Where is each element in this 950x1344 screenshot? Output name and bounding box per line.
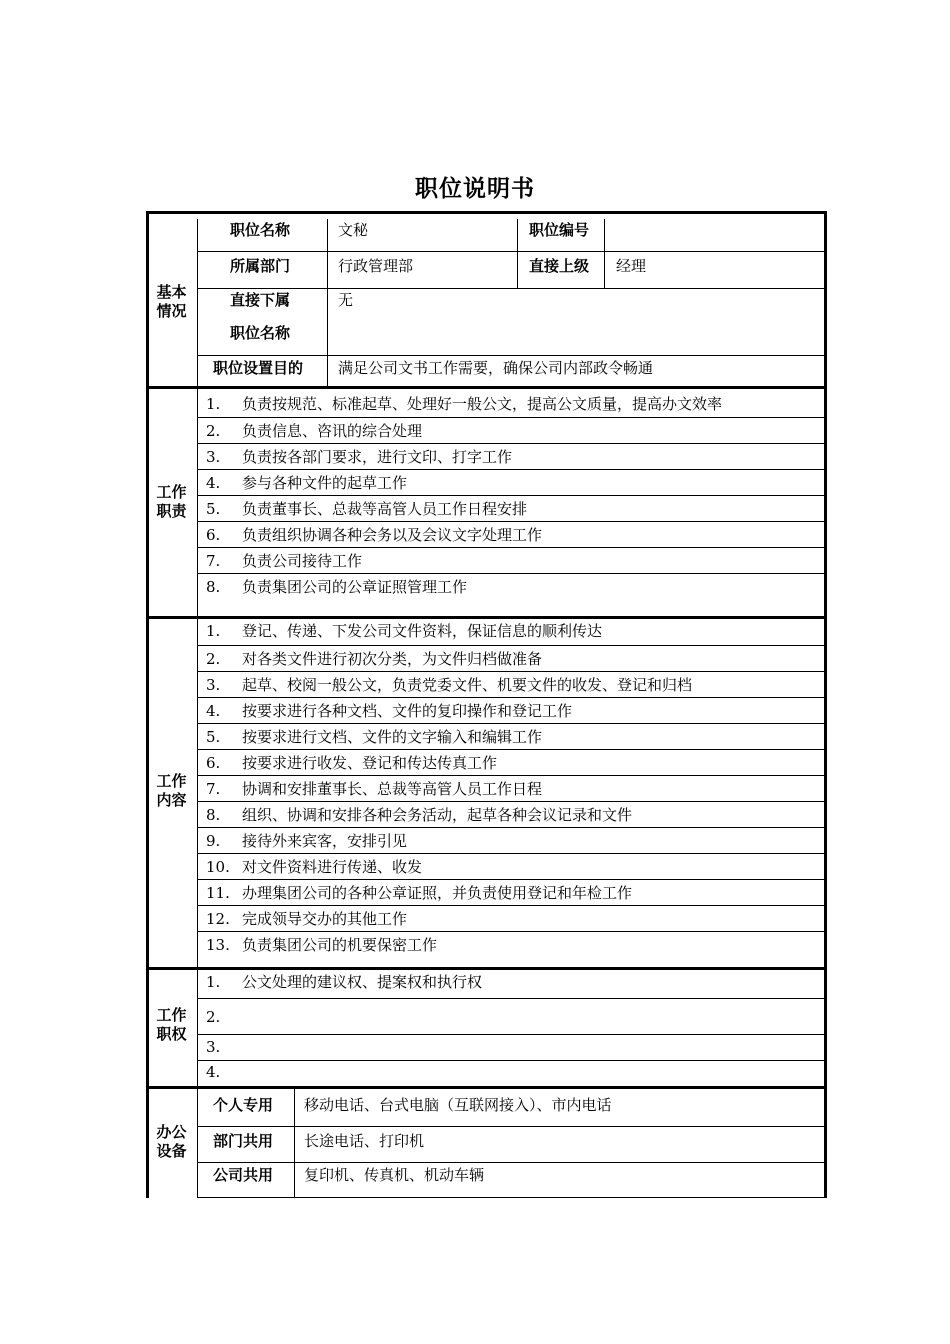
duty-line [197,521,824,522]
content-num: 1. [206,622,221,640]
content-text: 对各类文件进行初次分类，为文件归档做准备 [242,650,543,668]
duty-line [197,443,824,444]
content-item [206,754,497,772]
subordinate-label-line1: 直接下属 [230,291,291,309]
content-item [206,910,407,928]
content-line [197,801,824,802]
duty-line [197,573,824,574]
content-item [206,622,602,640]
content-line [197,853,824,854]
content-item [206,884,632,902]
content-text: 登记、传递、下发公司文件资料，保证信息的顺利传达 [242,622,603,640]
content-item [206,936,437,954]
section-duties-label-line1: 工作 [156,483,187,501]
duty-num: 8. [206,578,221,596]
basic-row-line-2 [197,288,824,289]
duty-item [206,422,422,440]
section-basic-label-line1: 基本 [156,283,187,301]
equipment-label-personal: 个人专用 [213,1096,274,1114]
duty-item [206,448,512,466]
department-value: 行政管理部 [338,257,414,275]
basic-col-divider-3 [604,219,605,289]
duty-text: 负责按规范、标准起草、处理好一般公文，提高公文质量，提高办文效率 [242,395,723,413]
authority-item [206,1063,242,1081]
content-line [197,931,824,932]
duty-item [206,474,407,492]
table-bottom-line [197,1197,824,1198]
section-divider-authority [146,1086,827,1089]
duty-text: 负责信息、咨讯的综合处理 [242,422,423,440]
section-content-label-line2: 内容 [156,791,187,809]
content-line [197,697,824,698]
content-text: 对文件资料进行传递、收发 [242,858,423,876]
section-divider-basic [146,386,827,389]
duty-num: 4. [206,474,221,492]
basic-row-line-1 [197,251,824,252]
content-item [206,806,632,824]
content-text: 按要求进行各种文档、文件的复印操作和登记工作 [242,702,573,720]
subordinate-value: 无 [338,291,354,309]
content-text: 办理集团公司的各种公章证照，并负责使用登记和年检工作 [242,884,633,902]
section-duties-label [146,483,197,521]
duty-num: 3. [206,448,221,466]
content-item [206,832,407,850]
section-basic-label [146,283,197,321]
duty-line [197,417,824,418]
authority-item [206,1038,242,1056]
equipment-value-personal: 移动电话、台式电脑（互联网接入）、市内电话 [304,1096,612,1114]
duty-text: 负责按各部门要求，进行文印、打字工作 [242,448,513,466]
department-label: 所属部门 [230,257,291,275]
section-equipment-label-line1: 办公 [156,1123,187,1141]
content-text: 按要求进行文档、文件的文字输入和编辑工作 [242,728,543,746]
duty-num: 7. [206,552,221,570]
duty-text: 参与各种文件的起草工作 [242,474,408,492]
section-content-label-line1: 工作 [156,772,187,790]
content-item [206,676,692,694]
authority-line [197,1034,824,1035]
content-num: 7. [206,780,221,798]
content-num: 12. [206,910,230,928]
authority-num: 1. [206,973,221,991]
purpose-value: 满足公司文书工作需要，确保公司内部政令畅通 [338,359,654,377]
content-line [197,671,824,672]
content-item [206,728,542,746]
duty-item [206,578,467,596]
authority-num: 4. [206,1063,221,1081]
section-divider-duties [146,616,827,619]
section-authority-label-line1: 工作 [156,1006,187,1024]
content-line [197,749,824,750]
content-line [197,879,824,880]
equipment-label-company: 公司共用 [213,1166,274,1184]
table-top-border [146,211,827,214]
duty-line [197,495,824,496]
position-name-label: 职位名称 [230,221,291,239]
equipment-value-department: 长途电话、打印机 [304,1132,425,1150]
content-num: 8. [206,806,221,824]
duty-text: 负责组织协调各种会务以及会议文字处理工作 [242,526,543,544]
content-text: 协调和安排董事长、总裁等高管人员工作日程 [242,780,543,798]
equipment-label-department: 部门共用 [213,1132,274,1150]
table-left-border [146,211,149,1198]
content-text: 负责集团公司的机要保密工作 [242,936,438,954]
basic-row-line-3 [197,355,824,356]
authority-num: 3. [206,1038,221,1056]
duty-text: 负责公司接待工作 [242,552,363,570]
duty-item [206,526,542,544]
equipment-line [197,1126,824,1127]
content-text: 组织、协调和安排各种会务活动，起草各种会议记录和文件 [242,806,633,824]
content-line [197,775,824,776]
duty-item [206,395,722,413]
duty-num: 1. [206,395,221,413]
duty-text: 负责集团公司的公章证照管理工作 [242,578,468,596]
content-num: 13. [206,936,230,954]
content-text: 接待外来宾客，安排引见 [242,832,408,850]
basic-col-divider-1 [327,219,328,386]
table-right-border [824,211,827,1198]
content-num: 2. [206,650,221,668]
content-text: 完成领导交办的其他工作 [242,910,408,928]
content-text: 按要求进行收发、登记和传达传真工作 [242,754,498,772]
section-content-label [146,772,197,810]
equipment-value-company: 复印机、传真机、机动车辆 [304,1166,485,1184]
section-divider-content [146,967,827,970]
duty-num: 6. [206,526,221,544]
content-text: 起草、校阅一般公文，负责党委文件、机要文件的收发、登记和归档 [242,676,693,694]
basic-col-divider-2 [517,219,518,289]
duty-line [197,469,824,470]
content-item [206,780,542,798]
document-title: 职位说明书 [415,176,535,202]
section-authority-label-line2: 职权 [156,1025,187,1043]
duty-line [197,547,824,548]
equipment-line [197,1162,824,1163]
job-description-table [146,211,827,1198]
section-authority-label [146,1006,197,1044]
content-num: 10. [206,858,230,876]
content-num: 11. [206,884,230,902]
content-item [206,702,572,720]
supervisor-value: 经理 [616,257,647,275]
position-name-value: 文秘 [338,221,369,239]
section-equipment-label-line2: 设备 [156,1142,187,1160]
content-line [197,723,824,724]
authority-num: 2. [206,1008,221,1026]
content-line [197,827,824,828]
section-basic-label-line2: 情况 [156,302,187,320]
authority-item [206,973,482,991]
content-item [206,650,542,668]
position-code-label: 职位编号 [529,221,590,239]
section-equipment-label [146,1123,197,1161]
equipment-col-divider [294,1088,295,1198]
duty-item [206,500,527,518]
authority-text: 公文处理的建议权、提案权和执行权 [242,973,483,991]
content-num: 3. [206,676,221,694]
purpose-label: 职位设置目的 [213,359,304,377]
authority-line [197,998,824,999]
section-duties-label-line2: 职责 [156,502,187,520]
duty-item [206,552,362,570]
supervisor-label: 直接上级 [529,257,590,275]
content-item [206,858,422,876]
duty-text: 负责董事长、总裁等高管人员工作日程安排 [242,500,528,518]
content-num: 4. [206,702,221,720]
duty-num: 2. [206,422,221,440]
content-line [197,645,824,646]
content-num: 9. [206,832,221,850]
label-column-divider [197,219,198,1198]
authority-item [206,1008,242,1026]
content-line [197,905,824,906]
authority-line [197,1060,824,1061]
content-num: 6. [206,754,221,772]
subordinate-label-line2: 职位名称 [230,324,291,342]
content-num: 5. [206,728,221,746]
duty-num: 5. [206,500,221,518]
